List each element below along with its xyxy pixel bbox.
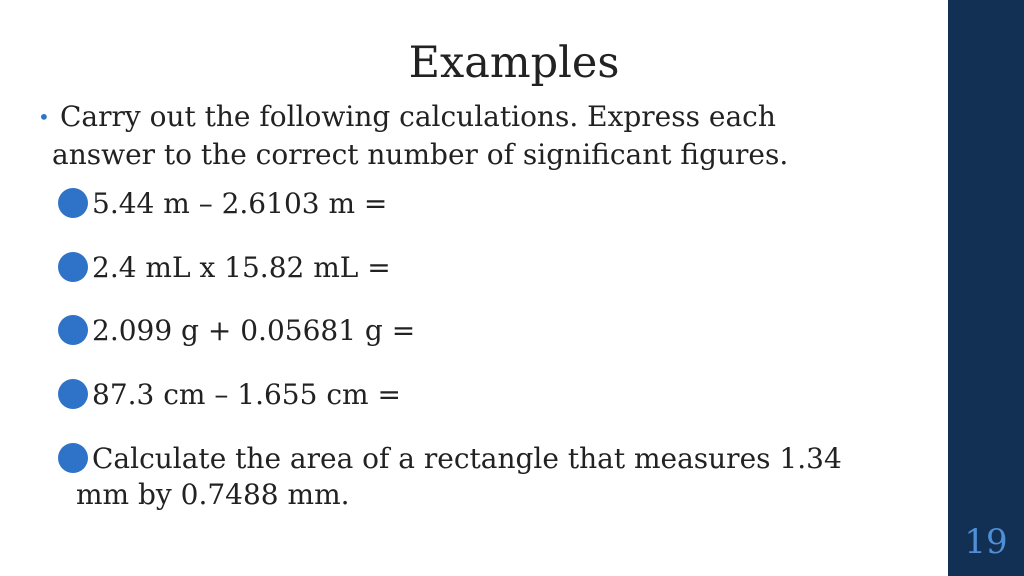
intro-line-2: answer to the correct number of significant figures. [52,138,789,171]
circle-bullet-icon [58,315,88,345]
list-item-text: 5.44 m – 2.6103 m = [92,187,388,220]
list-item-text: 2.4 mL x 15.82 mL = [92,251,391,284]
page-number: 19 [964,522,1008,562]
slide-title: Examples [408,38,620,88]
list-item-text: 87.3 cm – 1.655 cm = [92,378,401,411]
list-item [58,250,391,286]
circle-bullet-icon [58,252,88,282]
list-item-text-line-1: Calculate the area of a rectangle that measures 1.34 [92,442,842,475]
list-item-text: 2.099 g + 0.05681 g = [92,314,416,347]
circle-bullet-icon [58,188,88,218]
circle-bullet-icon [58,443,88,473]
circle-bullet-icon [58,379,88,409]
list-item-text-line-2: mm by 0.7488 mm. [76,478,350,511]
list-item [58,377,401,413]
intro-line-1: Carry out the following calculations. Express each [60,100,776,133]
list-item [58,441,898,513]
bullet-dot-icon: • [38,105,50,129]
list-item [58,186,387,222]
list-item [58,313,415,349]
